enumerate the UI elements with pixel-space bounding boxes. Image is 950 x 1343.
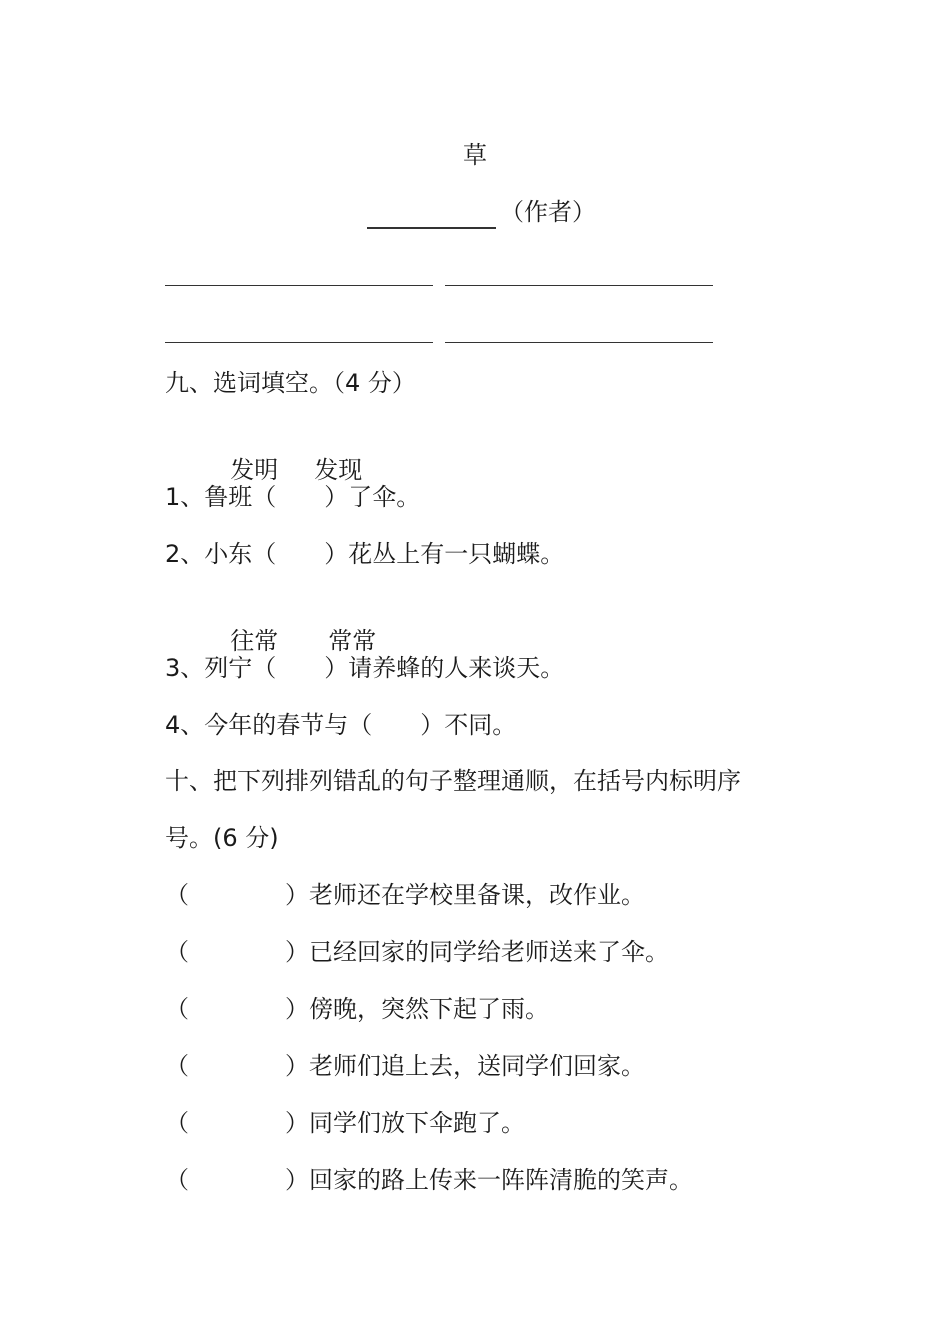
order-item: （ ）同学们放下伞跑了。 [165, 1109, 525, 1137]
word-choice: 发明 [230, 456, 279, 484]
question-2: 2、小东（ ）花丛上有一只蝴蝶。 [165, 540, 565, 568]
word-choice-group-1 [215, 425, 362, 485]
poem-line-blank-2 [445, 285, 713, 286]
poem-title: 草 [463, 141, 487, 169]
order-item: （ ）傍晚，突然下起了雨。 [165, 995, 549, 1023]
word-choice: 常常 [328, 627, 377, 655]
order-item: （ ）老师还在学校里备课，改作业。 [165, 881, 645, 909]
poem-line-blank-3 [165, 342, 433, 343]
author-blank-line [367, 227, 496, 229]
word-choice: 发现 [314, 456, 363, 484]
word-choice-group-2 [215, 596, 376, 656]
question-1: 1、鲁班（ ）了伞。 [165, 483, 421, 511]
order-item: （ ）老师们追上去，送同学们回家。 [165, 1052, 645, 1080]
poem-line-blank-4 [445, 342, 713, 343]
order-item: （ ）已经回家的同学给老师送来了伞。 [165, 938, 669, 966]
section-9-heading: 九、选词填空。（4 分） [165, 369, 416, 397]
section-10-heading-line-2: 号。(6 分) [165, 824, 279, 852]
word-choice: 往常 [230, 627, 279, 655]
question-3: 3、列宁（ ）请养蜂的人来谈天。 [165, 654, 565, 682]
author-label: （作者） [500, 198, 596, 226]
poem-line-blank-1 [165, 285, 433, 286]
question-4: 4、今年的春节与（ ）不同。 [165, 711, 517, 739]
section-10-heading-line-1: 十、把下列排列错乱的句子整理通顺，在括号内标明序 [165, 767, 741, 795]
order-item: （ ）回家的路上传来一阵阵清脆的笑声。 [165, 1166, 693, 1194]
